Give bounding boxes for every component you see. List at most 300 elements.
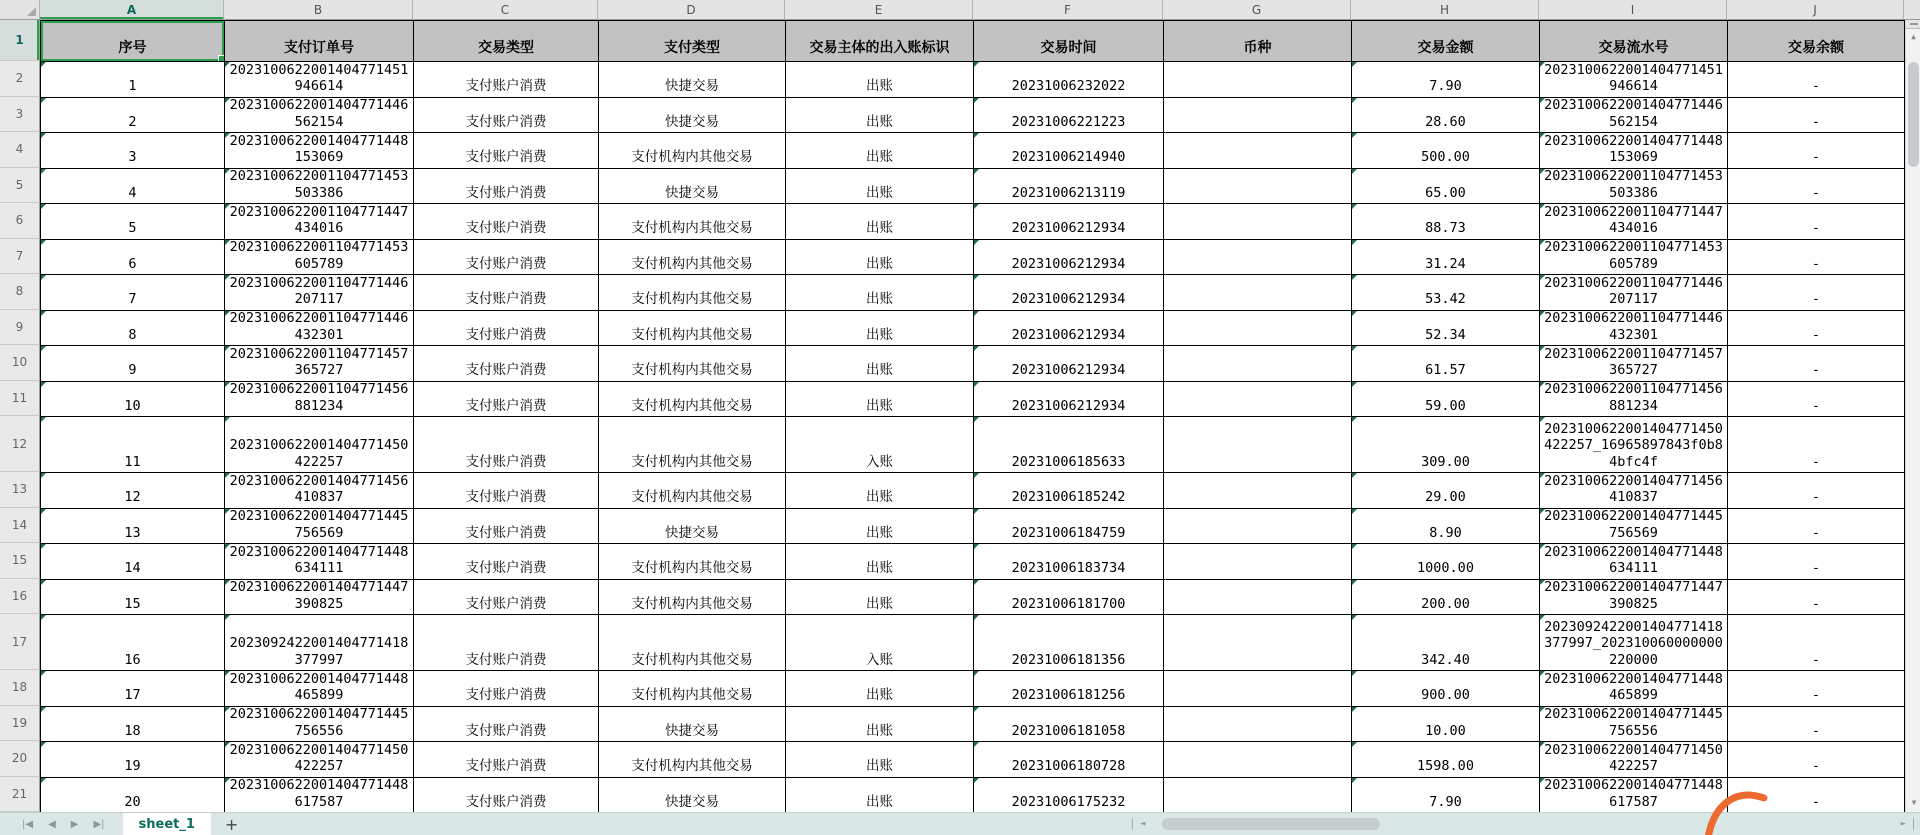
selection-fill-handle[interactable] [218,55,224,61]
cell-value: 快捷交易 [665,184,719,201]
cell-value: 2023100622001404771450422257 [229,437,409,470]
vertical-scroll-thumb[interactable] [1908,62,1919,167]
prev-sheet-button[interactable]: ◀ [48,818,56,830]
header-cell-I1[interactable]: 交易流水号 [1540,21,1728,62]
add-sheet-button[interactable] [225,813,238,835]
row-number-4[interactable]: 4 [0,132,40,168]
cell-I18-serial_no[interactable] [1540,671,1728,707]
header-cell-J1[interactable]: 交易余额 [1728,21,1905,62]
cell-A18-seq[interactable] [41,671,225,707]
cell-G6-currency[interactable] [1164,204,1352,240]
vertical-scrollbar[interactable] [1905,20,1920,812]
cell-H14-amount[interactable] [1352,509,1540,545]
cell-B18-order_no[interactable] [225,671,414,707]
cell-D8-pay_type[interactable] [599,275,786,311]
cell-H10-amount[interactable] [1352,346,1540,382]
cell-H9-amount[interactable] [1352,311,1540,347]
cell-I3-serial_no[interactable] [1540,98,1728,134]
cell-J16-balance[interactable] [1728,580,1905,616]
row-number-13[interactable]: 13 [0,472,40,508]
cell-B2-order_no[interactable] [225,62,414,98]
cell-value: 20231006212934 [1011,397,1126,414]
cell-E19-direction[interactable] [786,707,974,743]
number-stored-as-text-marker-icon [1352,169,1357,174]
cell-F5-time[interactable] [974,169,1164,205]
column-header-E[interactable]: E [785,0,973,19]
cell-F12-time[interactable] [974,417,1164,473]
cell-F16-time[interactable] [974,580,1164,616]
cell-F11-time[interactable] [974,382,1164,418]
cell-H8-amount[interactable] [1352,275,1540,311]
cell-C2-tx_type[interactable] [414,62,599,98]
cell-value: - [1811,113,1821,130]
cell-A12-seq[interactable] [41,417,225,473]
cell-value: 支付账户消费 [465,793,547,810]
cell-G7-currency[interactable] [1164,240,1352,276]
cell-A7-seq[interactable] [41,240,225,276]
cell-C21-tx_type[interactable] [414,778,599,813]
row-number-9[interactable]: 9 [0,310,40,346]
header-cell-H1[interactable]: 交易金额 [1352,21,1540,62]
cell-I19-serial_no[interactable] [1540,707,1728,743]
cell-I11-serial_no[interactable] [1540,382,1728,418]
cell-E12-direction[interactable] [786,417,974,473]
cell-D10-pay_type[interactable] [599,346,786,382]
cell-F15-time[interactable] [974,544,1164,580]
cell-A4-seq[interactable] [41,133,225,169]
cell-J15-balance[interactable] [1728,544,1905,580]
cell-G13-currency[interactable] [1164,473,1352,509]
cell-E13-direction[interactable] [786,473,974,509]
cell-value: 出账 [866,255,893,272]
cell-value: 支付账户消费 [465,362,547,379]
cell-D20-pay_type[interactable] [599,742,786,778]
cell-A14-seq[interactable] [41,509,225,545]
cell-G9-currency[interactable] [1164,311,1352,347]
row-number-12[interactable]: 12 [0,416,40,472]
cell-H21-amount[interactable] [1352,778,1540,813]
cell-B8-order_no[interactable] [225,275,414,311]
cell-B9-order_no[interactable] [225,311,414,347]
cell-C7-tx_type[interactable] [414,240,599,276]
cell-B14-order_no[interactable] [225,509,414,545]
cell-F21-time[interactable] [974,778,1164,813]
cell-E11-direction[interactable] [786,382,974,418]
cell-J4-balance[interactable] [1728,133,1905,169]
cell-D15-pay_type[interactable] [599,544,786,580]
row-number-15[interactable]: 15 [0,543,40,579]
cell-E10-direction[interactable] [786,346,974,382]
cell-E14-direction[interactable] [786,509,974,545]
row-number-5[interactable]: 5 [0,168,40,204]
number-stored-as-text-marker-icon [1540,580,1545,585]
column-header-C[interactable]: C [413,0,598,19]
cell-H2-amount[interactable] [1352,62,1540,98]
row-number-16[interactable]: 16 [0,579,40,615]
cell-B20-order_no[interactable] [225,742,414,778]
cell-value: 支付账户消费 [465,113,547,130]
cell-J21-balance[interactable] [1728,778,1905,813]
cell-E6-direction[interactable] [786,204,974,240]
row-number-1[interactable]: 1 [0,20,40,61]
cell-D16-pay_type[interactable] [599,580,786,616]
row-number-19[interactable]: 19 [0,706,40,742]
cell-F6-time[interactable] [974,204,1164,240]
cell-D9-pay_type[interactable] [599,311,786,347]
cell-C10-tx_type[interactable] [414,346,599,382]
last-sheet-button[interactable]: ▶| [93,818,105,830]
cell-value: 59.00 [1425,397,1466,414]
cell-B10-order_no[interactable] [225,346,414,382]
cell-B4-order_no[interactable] [225,133,414,169]
cell-I16-serial_no[interactable] [1540,580,1728,616]
cell-I14-serial_no[interactable] [1540,509,1728,545]
row-number-8[interactable]: 8 [0,274,40,310]
cell-I7-serial_no[interactable] [1540,240,1728,276]
cell-J6-balance[interactable] [1728,204,1905,240]
column-header-G[interactable]: G [1163,0,1351,19]
number-stored-as-text-marker-icon [41,544,46,549]
cell-E2-direction[interactable] [786,62,974,98]
row-number-7[interactable]: 7 [0,239,40,275]
cell-D14-pay_type[interactable] [599,509,786,545]
cell-H15-amount[interactable] [1352,544,1540,580]
cell-D19-pay_type[interactable] [599,707,786,743]
cell-G15-currency[interactable] [1164,544,1352,580]
row-number-6[interactable]: 6 [0,203,40,239]
cell-J14-balance[interactable] [1728,509,1905,545]
cell-G11-currency[interactable] [1164,382,1352,418]
cell-I2-serial_no[interactable] [1540,62,1728,98]
row-number-21[interactable]: 21 [0,777,40,813]
cell-J12-balance[interactable] [1728,417,1905,473]
number-stored-as-text-marker-icon [974,275,979,280]
cell-H3-amount[interactable] [1352,98,1540,134]
cell-J10-balance[interactable] [1728,346,1905,382]
cell-E5-direction[interactable] [786,169,974,205]
cell-value: - [1811,489,1821,506]
table-row [41,275,1905,311]
cell-J3-balance[interactable] [1728,98,1905,134]
header-cell-E1[interactable]: 交易主体的出入账标识 [786,21,974,62]
cell-C17-tx_type[interactable] [414,615,599,671]
cell-D13-pay_type[interactable] [599,473,786,509]
cell-A8-seq[interactable] [41,275,225,311]
sheet-tab[interactable] [123,813,211,835]
cell-D4-pay_type[interactable] [599,133,786,169]
cell-H6-amount[interactable] [1352,204,1540,240]
cell-F19-time[interactable] [974,707,1164,743]
cell-H18-amount[interactable] [1352,671,1540,707]
scroll-up-button[interactable] [1906,29,1920,44]
cell-C4-tx_type[interactable] [414,133,599,169]
cell-C6-tx_type[interactable] [414,204,599,240]
cell-H17-amount[interactable] [1352,615,1540,671]
cell-J17-balance[interactable] [1728,615,1905,671]
cell-G18-currency[interactable] [1164,671,1352,707]
cell-F13-time[interactable] [974,473,1164,509]
cell-I12-serial_no[interactable] [1540,417,1728,473]
cell-F9-time[interactable] [974,311,1164,347]
cell-A5-seq[interactable] [41,169,225,205]
cell-G12-currency[interactable] [1164,417,1352,473]
cell-I4-serial_no[interactable] [1540,133,1728,169]
number-stored-as-text-marker-icon [41,62,46,67]
row-number-3[interactable]: 3 [0,97,40,133]
cell-B15-order_no[interactable] [225,544,414,580]
cell-E18-direction[interactable] [786,671,974,707]
cell-F18-time[interactable] [974,671,1164,707]
cell-G17-currency[interactable] [1164,615,1352,671]
cell-G5-currency[interactable] [1164,169,1352,205]
cell-A16-seq[interactable] [41,580,225,616]
row-number-20[interactable]: 20 [0,741,40,777]
cell-B7-order_no[interactable] [225,240,414,276]
cell-B17-order_no[interactable] [225,615,414,671]
cell-E21-direction[interactable] [786,778,974,813]
cell-H16-amount[interactable] [1352,580,1540,616]
column-header-D[interactable]: D [598,0,785,19]
cell-D3-pay_type[interactable] [599,98,786,134]
cell-value: 2023100622001404771448153069 [1544,133,1723,166]
cell-I17-serial_no[interactable] [1540,615,1728,671]
cell-J9-balance[interactable] [1728,311,1905,347]
number-stored-as-text-marker-icon [974,615,979,620]
cell-A19-seq[interactable] [41,707,225,743]
cell-E7-direction[interactable] [786,240,974,276]
cell-C12-tx_type[interactable] [414,417,599,473]
cell-F20-time[interactable] [974,742,1164,778]
cell-E9-direction[interactable] [786,311,974,347]
cell-J18-balance[interactable] [1728,671,1905,707]
cell-A10-seq[interactable] [41,346,225,382]
column-header-B[interactable]: B [224,0,413,19]
cell-value: 28.60 [1425,113,1466,130]
header-cell-C1[interactable]: 交易类型 [414,21,599,62]
cell-E16-direction[interactable] [786,580,974,616]
cell-value: 18 [124,722,141,739]
cell-F8-time[interactable] [974,275,1164,311]
cell-F17-time[interactable] [974,615,1164,671]
cell-H19-amount[interactable] [1352,707,1540,743]
cell-value: - [1811,758,1821,775]
next-sheet-button[interactable]: ▶ [70,818,79,830]
cell-G3-currency[interactable] [1164,98,1352,134]
cell-A11-seq[interactable] [41,382,225,418]
cell-E20-direction[interactable] [786,742,974,778]
cell-F4-time[interactable] [974,133,1164,169]
cell-J19-balance[interactable] [1728,707,1905,743]
row-number-17[interactable]: 17 [0,614,40,670]
cell-C18-tx_type[interactable] [414,671,599,707]
horizontal-scroll-thumb[interactable] [1162,818,1380,830]
cell-A6-seq[interactable] [41,204,225,240]
cell-J20-balance[interactable] [1728,742,1905,778]
cell-I15-serial_no[interactable] [1540,544,1728,580]
select-all-corner[interactable] [0,0,40,19]
cell-E8-direction[interactable] [786,275,974,311]
cell-G14-currency[interactable] [1164,509,1352,545]
cell-C3-tx_type[interactable] [414,98,599,134]
cell-D21-pay_type[interactable] [599,778,786,813]
cell-D7-pay_type[interactable] [599,240,786,276]
cell-F3-time[interactable] [974,98,1164,134]
cell-D17-pay_type[interactable] [599,615,786,671]
cell-J11-balance[interactable] [1728,382,1905,418]
scroll-left-button[interactable] [1140,819,1145,829]
cell-D6-pay_type[interactable] [599,204,786,240]
number-stored-as-text-marker-icon [41,346,46,351]
first-sheet-button[interactable]: |◀ [22,818,34,830]
cell-A20-seq[interactable] [41,742,225,778]
cell-J7-balance[interactable] [1728,240,1905,276]
cell-J2-balance[interactable] [1728,62,1905,98]
cell-C13-tx_type[interactable] [414,473,599,509]
cell-I13-serial_no[interactable] [1540,473,1728,509]
cell-C20-tx_type[interactable] [414,742,599,778]
column-header-I[interactable]: I [1539,0,1727,19]
cell-C5-tx_type[interactable] [414,169,599,205]
cell-value: 支付机构内其他交易 [631,291,753,308]
cell-C15-tx_type[interactable] [414,544,599,580]
cell-G16-currency[interactable] [1164,580,1352,616]
cell-E17-direction[interactable] [786,615,974,671]
scroll-down-button[interactable] [1906,795,1920,810]
cell-C19-tx_type[interactable] [414,707,599,743]
cell-A15-seq[interactable] [41,544,225,580]
cell-value: 支付机构内其他交易 [631,397,753,414]
cell-I8-serial_no[interactable] [1540,275,1728,311]
cell-value: 出账 [866,722,893,739]
cell-C9-tx_type[interactable] [414,311,599,347]
number-stored-as-text-marker-icon [1540,509,1545,514]
table-row [41,742,1905,778]
cell-H13-amount[interactable] [1352,473,1540,509]
cell-D18-pay_type[interactable] [599,671,786,707]
cell-I21-serial_no[interactable] [1540,778,1728,813]
cell-C14-tx_type[interactable] [414,509,599,545]
cell-J8-balance[interactable] [1728,275,1905,311]
cell-I6-serial_no[interactable] [1540,204,1728,240]
row-number-14[interactable]: 14 [0,508,40,544]
horizontal-scrollbar[interactable] [1132,813,1914,835]
cell-E4-direction[interactable] [786,133,974,169]
cell-C8-tx_type[interactable] [414,275,599,311]
cell-F2-time[interactable] [974,62,1164,98]
cell-I9-serial_no[interactable] [1540,311,1728,347]
cell-G8-currency[interactable] [1164,275,1352,311]
header-cell-D1[interactable]: 支付类型 [599,21,786,62]
cell-H20-amount[interactable] [1352,742,1540,778]
header-cell-A1[interactable]: 序号 [41,21,225,62]
cell-H7-amount[interactable] [1352,240,1540,276]
cell-A9-seq[interactable] [41,311,225,347]
cell-F10-time[interactable] [974,346,1164,382]
cell-H12-amount[interactable] [1352,417,1540,473]
scrollbar-split-handle[interactable] [1906,20,1920,29]
row-number-11[interactable]: 11 [0,381,40,417]
cell-B12-order_no[interactable] [225,417,414,473]
cell-A13-seq[interactable] [41,473,225,509]
cell-B13-order_no[interactable] [225,473,414,509]
cell-G19-currency[interactable] [1164,707,1352,743]
cell-B5-order_no[interactable] [225,169,414,205]
cell-value: 支付机构内其他交易 [631,255,753,272]
cell-A3-seq[interactable] [41,98,225,134]
cell-D2-pay_type[interactable] [599,62,786,98]
cell-H4-amount[interactable] [1352,133,1540,169]
column-header-H[interactable]: H [1351,0,1539,19]
cell-B19-order_no[interactable] [225,707,414,743]
cell-I10-serial_no[interactable] [1540,346,1728,382]
cell-G20-currency[interactable] [1164,742,1352,778]
cell-value: 支付账户消费 [465,489,547,506]
cell-E15-direction[interactable] [786,544,974,580]
cell-A17-seq[interactable] [41,615,225,671]
cell-C16-tx_type[interactable] [414,580,599,616]
cell-B11-order_no[interactable] [225,382,414,418]
header-cell-B1[interactable]: 支付订单号 [225,21,414,62]
scroll-right-button[interactable] [1901,819,1906,829]
cell-value: 出账 [866,220,893,237]
column-header-J[interactable]: J [1727,0,1904,19]
column-header-F[interactable]: F [973,0,1163,19]
cell-value: 61.57 [1425,362,1466,379]
header-cell-G1[interactable]: 币种 [1164,21,1352,62]
cell-F7-time[interactable] [974,240,1164,276]
cell-G10-currency[interactable] [1164,346,1352,382]
cell-G4-currency[interactable] [1164,133,1352,169]
cell-H5-amount[interactable] [1352,169,1540,205]
cell-H11-amount[interactable] [1352,382,1540,418]
cell-B3-order_no[interactable] [225,98,414,134]
horizontal-scroll-track[interactable] [1152,813,1893,835]
cell-C11-tx_type[interactable] [414,382,599,418]
cell-I20-serial_no[interactable] [1540,742,1728,778]
cell-I5-serial_no[interactable] [1540,169,1728,205]
cell-D12-pay_type[interactable] [599,417,786,473]
cell-J13-balance[interactable] [1728,473,1905,509]
row-number-2[interactable]: 2 [0,61,40,97]
cell-E3-direction[interactable] [786,98,974,134]
header-cell-F1[interactable]: 交易时间 [974,21,1164,62]
cell-B21-order_no[interactable] [225,778,414,813]
cell-G21-currency[interactable] [1164,778,1352,813]
cell-G2-currency[interactable] [1164,62,1352,98]
number-stored-as-text-marker-icon [41,509,46,514]
cell-A21-seq[interactable] [41,778,225,813]
cell-D11-pay_type[interactable] [599,382,786,418]
cell-B6-order_no[interactable] [225,204,414,240]
cell-value: 2023100622001404771446562154 [1544,97,1723,130]
number-stored-as-text-marker-icon [225,742,230,747]
number-stored-as-text-marker-icon [225,346,230,351]
cell-A2-seq[interactable] [41,62,225,98]
cell-value: 2023100622001404771450422257 [1544,742,1723,775]
cell-F14-time[interactable] [974,509,1164,545]
cell-D5-pay_type[interactable] [599,169,786,205]
cell-value: 2023100622001104771456881234 [1544,381,1723,414]
number-stored-as-text-marker-icon [225,778,230,783]
column-header-A[interactable]: A [40,0,224,19]
row-number-18[interactable]: 18 [0,670,40,706]
cell-value: 2023100622001104771446207117 [229,275,409,308]
cell-value: - [1811,255,1821,272]
cell-J5-balance[interactable] [1728,169,1905,205]
cell-B16-order_no[interactable] [225,580,414,616]
cell-value: - [1811,326,1821,343]
row-number-10[interactable]: 10 [0,345,40,381]
